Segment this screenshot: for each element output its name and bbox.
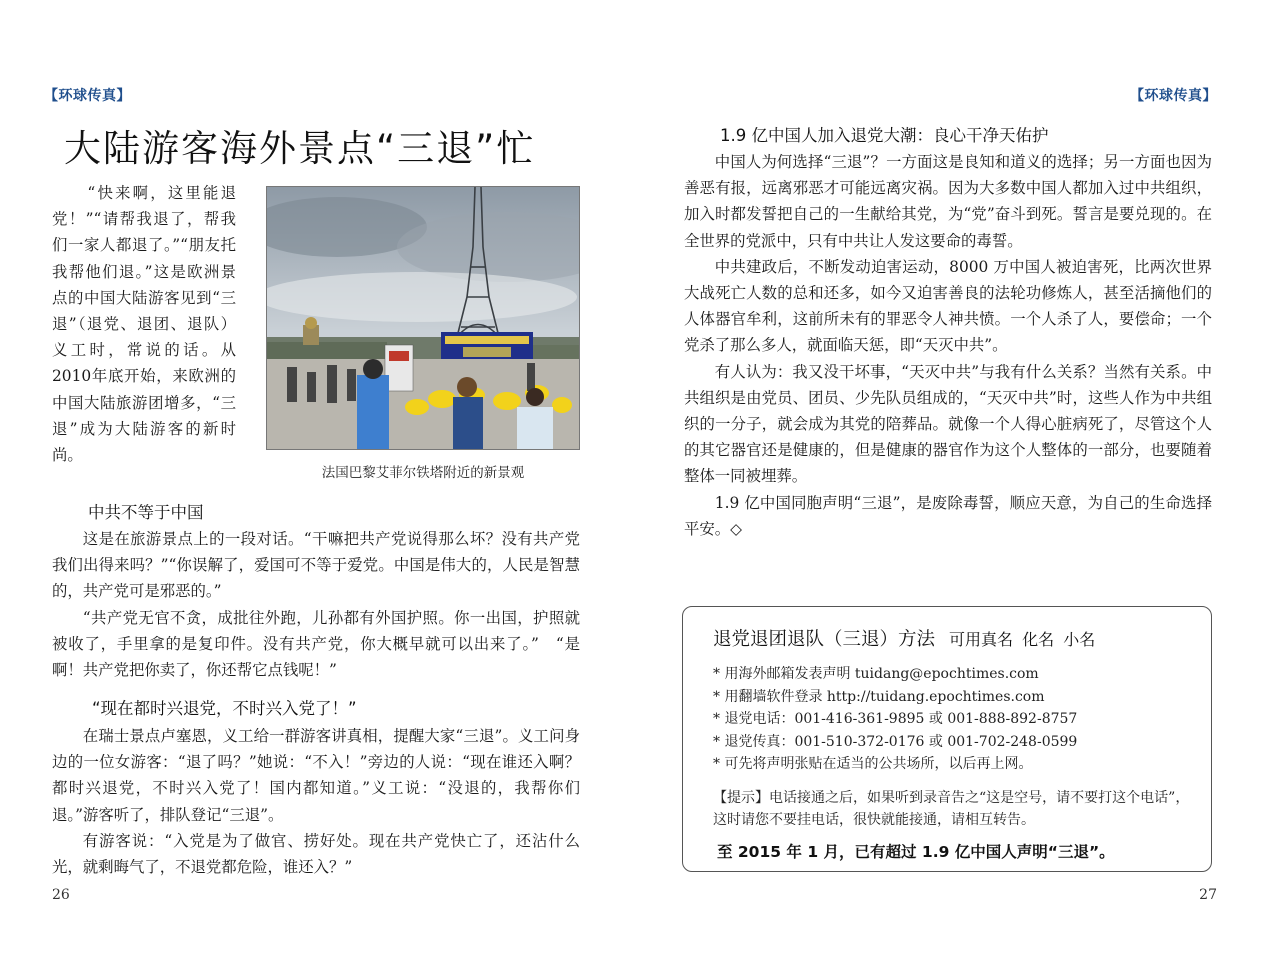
method-tip: 【提示】电话接通之后，如果听到录音告之“这是空号，请不要打这个电话”，这时请您不要挂电话，很快就能接通，请相互转告。 [713,790,1190,828]
paragraph: 这是在旅游景点上的一段对话。“干嘛把共产党说得那么坏？没有共产党我们出得来吗？”“你误解了，爱国可不等于爱党。中国是伟大的，人民是智慧的，共产党可是邪恶的。” [52,530,580,601]
paragraph: 中国人为何选择“三退”？一方面这是良知和道义的选择；另一方面也因为善恶有报，远离邪恶才可能远离灾祸。因为大多数中国人都加入过中共组织，加入时都发誓把自己的一生献给其党，为“党”奋斗到死。誓言是要兑现的。在全世界的党派中，只有中共让人发这要命的毒誓。 [684,153,1212,250]
section-body [684,149,1212,542]
article-title: 大陆游客海外景点“三退”忙 [64,127,536,170]
intro-paragraph: “快来啊，这里能退党！”“请帮我退了，帮我们一家人都退了。”“朋友托我帮他们退。”这是欧洲景点的中国大陆游客见到“三退”（退党、退团、退队）义工时，常说的话。从2010年底开始，来欧洲的中国大陆旅游团增多，“三退”成为大陆游客的新时尚。 [52,184,236,465]
list-item: * 用海外邮箱发表声明 tuidang@epochtimes.com [713,666,1039,682]
method-note: 至 2015 年 1 月，已有超过 1.9 亿中国人声明“三退”。 [717,843,1115,861]
list-item: * 退党电话：001-416-361-9895 或 001-888-892-8757 [713,711,1078,728]
paragraph: 中共建政后，不断发动迫害运动，8000 万中国人被迫害死，比两次世界大战死亡人数的总和还多，如今又迫害善良的法轮功修炼人，甚至活摘他们的人体器官牟利，这前所未有的罪恶令人神共愤。一个人杀了人，要偿命；一个党杀了那么多人，就面临天惩，即“天灭中共”。 [684,257,1212,355]
method-subtitle: 可用真名 化名 小名 [949,630,1096,649]
method-box-title [713,625,1095,651]
list-item: * 退党传真：001-510-372-0176 或 001-702-248-0599 [713,733,1078,750]
method-box [682,606,1212,872]
paragraph: 有游客说：“入党是为了做官、捞好处。现在共产党快亡了，还沾什么光，就剩晦气了，不退党都危险，谁还入？” [52,831,580,877]
section-heading: 1.9 亿中国人加入退党大潮：良心干净天佑护 [720,126,1049,145]
section-tag: 【环球传真】 [44,88,131,104]
photo-caption: 法国巴黎艾菲尔铁塔附近的新景观 [321,465,525,481]
list-item: * 用翻墙软件登录 http://tuidang.epochtimes.com [713,688,1045,705]
section-tag: 【环球传真】 [1130,88,1217,104]
list-item: * 可先将声明张贴在适当的公共场所，以后再上网。 [713,756,1033,773]
right-page [632,0,1265,978]
page-number: 27 [1199,887,1217,903]
paragraph: 在瑞士景点卢塞恩，义工给一群游客讲真相，提醒大家“三退”。义工问身边的一位女游客：“退了吗？”她说：“不入！”旁边的人说：“现在谁还入啊？都时兴退党，不时兴入党了！国内都知道。”义工说：“没退的，我帮你们退。”游客听了，排队登记“三退”。 [52,727,580,824]
method-list [713,663,1077,776]
section-body [52,723,580,880]
section-heading: 中共不等于中国 [88,503,204,522]
page-number: 26 [52,887,70,903]
method-title-text: 退党退团退队（三退）方法 [713,629,936,650]
section-heading: “现在都时兴退党，不时兴入党了！” [92,699,357,718]
paragraph: “共产党无官不贪，成批往外跑，儿孙都有外国护照。你一出国，护照就被收了，手里拿的是复印件。没有共产党，你大概早就可以出来了。” “是啊！共产党把你卖了，你还帮它点钱呢！” [52,608,580,680]
eiffel-tower-photo [266,186,580,450]
left-page [0,0,632,978]
section-body [52,526,580,683]
paragraph: 1.9 亿中国同胞声明“三退”，是废除毒誓，顺应天意，为自己的生命选择平安。◇ [684,493,1212,538]
paragraph: 有人认为：我又没干坏事，“天灭中共”与我有什么关系？当然有关系。中共组织是由党员、团员、少先队员组成的，“天灭中共”时，这些人作为中共组织的一分子，就会成为其党的陪葬品。就像一个人得心脏病死了，尽管这个人的其它器官还是健康的，但是健康的器官作为这个人整体的一部分，也要随着整体一同被埋葬。 [684,362,1212,486]
